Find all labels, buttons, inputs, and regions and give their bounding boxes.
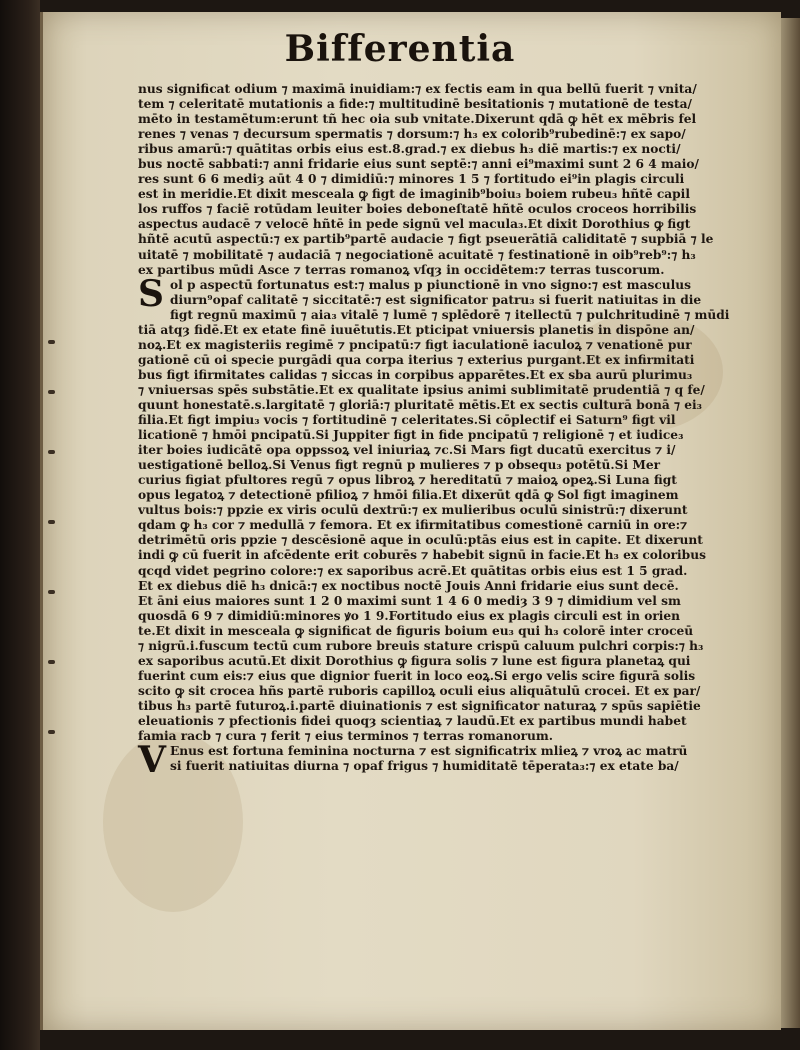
text-line: fuerint cum eis:⁊ eius que dignior fuerit in loco eoꝝ.Si ergo velis scire figurā solis bbox=[138, 668, 696, 683]
text-line: tiā atqȝ fidē.Et ex etate finē iuuētutis.Et pticipat vniuersis planetis in dispōne an/ bbox=[138, 322, 695, 337]
text-line: quunt honestatē.s.largitatē ⁊ gloriā:⁊ pluritatē mētis.Et ex sectis culturā bonā ⁊ ei₃ bbox=[138, 397, 702, 412]
text-line: quosdā 6 9 ⁊ dimidiū:minores ꝟo 1 9.Fortitudo eius ex plagis circuli est in orien bbox=[138, 608, 680, 623]
text-line: est in meridie.Et dixit mesceala ꝙ figt de imaginib⁹boiu₃ boiem rubeu₃ hñtē capil bbox=[138, 187, 690, 202]
text-line: scito ꝙ sit crocea hñs partē ruboris capilloꝝ oculi eius aliquātulū crocei. Et ex par/ bbox=[138, 683, 701, 698]
text-line: ol p aspectū fortunatus est:⁊ malus p piunctionē in vno signo:⁊ est masculus bbox=[170, 277, 691, 292]
initial-letter-v: V bbox=[138, 739, 166, 782]
text-line: res sunt 6 6 mediȝ aūt 4 0 ⁊ dimidiū:⁊ minores 1 5 ⁊ fortitudo ei⁹in plagis circuli bbox=[138, 172, 685, 187]
text-line: gationē cū oi specie purgādi qua corpa iterius ⁊ exterius purgant.Et ex infirmitati bbox=[138, 352, 695, 367]
paragraph-2 bbox=[138, 272, 730, 744]
text-line: uestigationē belloꝝ.Si Venus figt regnū p mulieres ⁊ p obsequ₃ potētū.Si Mer bbox=[138, 458, 660, 473]
text-line: opus legatoꝝ ⁊ detectionē pfilioꝝ ⁊ hmōi filia.Et dixerūt qdā ꝙ Sol figt imaginem bbox=[138, 488, 679, 503]
body-text bbox=[138, 82, 730, 782]
text-line: tibus h₃ partē futuroꝝ.i.partē diuinationis ⁊ est significator naturaꝝ ⁊ spūs sapiētie bbox=[138, 698, 701, 713]
page-edge bbox=[778, 18, 800, 1028]
text-line: ⁊ nigrū.i.fuscum tectū cum rubore breuis stature crispū caluum pulchri corpis:⁊ h₃ bbox=[138, 638, 704, 653]
initial-block bbox=[138, 739, 730, 782]
text-line: noꝝ.Et ex magisteriis regimē ⁊ pncipatū:⁊ figt iaculationē iaculoꝝ ⁊ venationē pur bbox=[138, 337, 692, 352]
text-line: famia racb ⁊ cura ⁊ ferit ⁊ eius terminos ⁊ terras romanorum. bbox=[138, 729, 554, 744]
text-line: detrimētū oris ppzie ⁊ descēsionē aque in oculū:ptās eius est in capite. Et dixerunt bbox=[138, 533, 703, 548]
text-line: bus figt ifirmitates calidas ⁊ siccas in corpibus apparētes.Et ex sba aurū plurimu₃ bbox=[138, 367, 693, 382]
text-line: eleuationis ⁊ pfectionis fidei quoqȝ scientiaꝝ ⁊ laudū.Et ex partibus mundi habet bbox=[138, 713, 687, 728]
margin-marks bbox=[44, 330, 62, 750]
text-line: curius figiat pfultores regū ⁊ opus libroꝝ ⁊ hereditatū ⁊ maioꝝ opeꝝ.Si Luna figt bbox=[138, 473, 677, 488]
text-line: figt regnū maximū ⁊ aia₃ vitalē ⁊ lumē ⁊ splēdorē ⁊ itellectū ⁊ pulchritudinē ⁊ mūdi bbox=[170, 307, 730, 322]
text-line: ex partibus mūdi Asce ⁊ terras romanoꝝ vſqȝ in occidētem:⁊ terras tuscorum. bbox=[138, 262, 665, 277]
text-line: qcqd videt pegrino colore:⁊ ex saporibus acrē.Et quātitas orbis eius est 1 5 grad. bbox=[138, 563, 688, 578]
text-line: renes ⁊ venas ⁊ decursum spermatis ⁊ dorsum:⁊ h₃ ex colorib⁹rubedinē:⁊ ex sapo/ bbox=[138, 127, 686, 142]
text-line: qdam ꝙ h₃ cor ⁊ medullā ⁊ femora. Et ex ifirmitatibus comestionē carniū in ore:⁊ bbox=[138, 518, 688, 533]
text-line: aspectus audacē ⁊ velocē hñtē in pede signū vel macula₃.Et dixit Dorothius ꝙ figt bbox=[138, 217, 691, 232]
initial-letter-s: S bbox=[138, 272, 164, 315]
text-line: Et ex diebus diē h₃ dnicā:⁊ ex noctibus noctē Jouis Anni fridarie eius sunt decē. bbox=[138, 578, 679, 593]
text-line: filia.Et figt impiu₃ vocis ⁊ fortitudinē ⁊ celeritates.Si cōplectif ei Saturn⁹ figt vil bbox=[138, 413, 676, 428]
text-line: ex saporibus acutū.Et dixit Dorothius ꝙ figura solis ⁊ lune est figura planetaꝝ qui bbox=[138, 653, 691, 668]
paragraph-1 bbox=[138, 82, 730, 278]
text-line: mēto in testamētum:erunt tñ hec oia sub vnitate.Dixerunt qdā ꝙ hēt ex mēbris fel bbox=[138, 112, 697, 127]
text-line: vultus bois:⁊ ppzie ex viris oculū dextrū:⁊ ex mulieribus oculū sinistrū:⁊ dixerunt bbox=[138, 503, 688, 518]
text-line: si fuerit natiuitas diurna ⁊ opaf frigus ⁊ humiditatē tēperata₃:⁊ ex etate ba/ bbox=[170, 759, 679, 774]
paragraph-3 bbox=[138, 739, 730, 782]
text-line: ⁊ vniuersas spēs substātie.Et ex qualitate ipsius animi sublimitatē prudentiā ⁊ q fe/ bbox=[138, 382, 705, 397]
text-line: indi ꝙ cū fuerit in afcēdente erit coburēs ⁊ habebit signū in facie.Et h₃ ex coloribus bbox=[138, 548, 706, 563]
text-line: Enus est fortuna feminina nocturna ⁊ est significatrix mlieꝝ ⁊ vroꝝ ac matrū bbox=[170, 744, 688, 759]
running-header: Bifferentia bbox=[284, 28, 516, 70]
text-line: uitatē ⁊ mobilitatē ⁊ audaciā ⁊ negociationē acuitatē ⁊ festinationē in oib⁹reb⁹:⁊ h₃ bbox=[138, 247, 696, 262]
text-line: iter boies iudicātē opa oppssoꝝ vel iniuriaꝝ ⁊c.Si Mars figt ducatū exercitus ⁊ i/ bbox=[138, 443, 676, 458]
text-line: Et āni eius maiores sunt 1 2 0 maximi sunt 1 4 6 0 mediȝ 3 9 ⁊ dimidium vel sm bbox=[138, 593, 681, 608]
text-line: licationē ⁊ hmōi pncipatū.Si Juppiter figt in fide pncipatū ⁊ religionē ⁊ et iudice₃ bbox=[138, 428, 684, 443]
text-line: los ruffos ⁊ faciē rotūdam leuiter boies deboneſtatē hñtē oculos croceos horribilis bbox=[138, 202, 697, 217]
book-binding bbox=[0, 0, 40, 1050]
text-line: hñtē acutū aspectū:⁊ ex partib⁹partē audacie ⁊ figt pseuerātiā caliditatē ⁊ supbiā ⁊ le bbox=[138, 232, 714, 247]
text-line: ribus amarū:⁊ quātitas orbis eius est.8.grad.⁊ ex diebus h₃ diē martis:⁊ ex nocti/ bbox=[138, 142, 681, 157]
text-line: te.Et dixit in mesceala ꝙ significat de figuris boium eu₃ qui h₃ colorē inter croceū bbox=[138, 623, 694, 638]
text-line: bus noctē sabbati:⁊ anni fridarie eius sunt septē:⁊ anni ei⁹maximi sunt 2 6 4 maio/ bbox=[138, 157, 699, 172]
text-line: diurn⁹opaf calitatē ⁊ siccitatē:⁊ est significator patru₃ si fuerit natiuitas in die bbox=[170, 292, 702, 307]
text-line: tem ⁊ celeritatē mutationis a fide:⁊ multitudinē besitationis ⁊ mutationē de testa/ bbox=[138, 97, 692, 112]
text-line: nus significat odium ⁊ maximā inuidiam:⁊ ex fectis eam in qua bellū fuerit ⁊ vnita/ bbox=[138, 82, 697, 96]
